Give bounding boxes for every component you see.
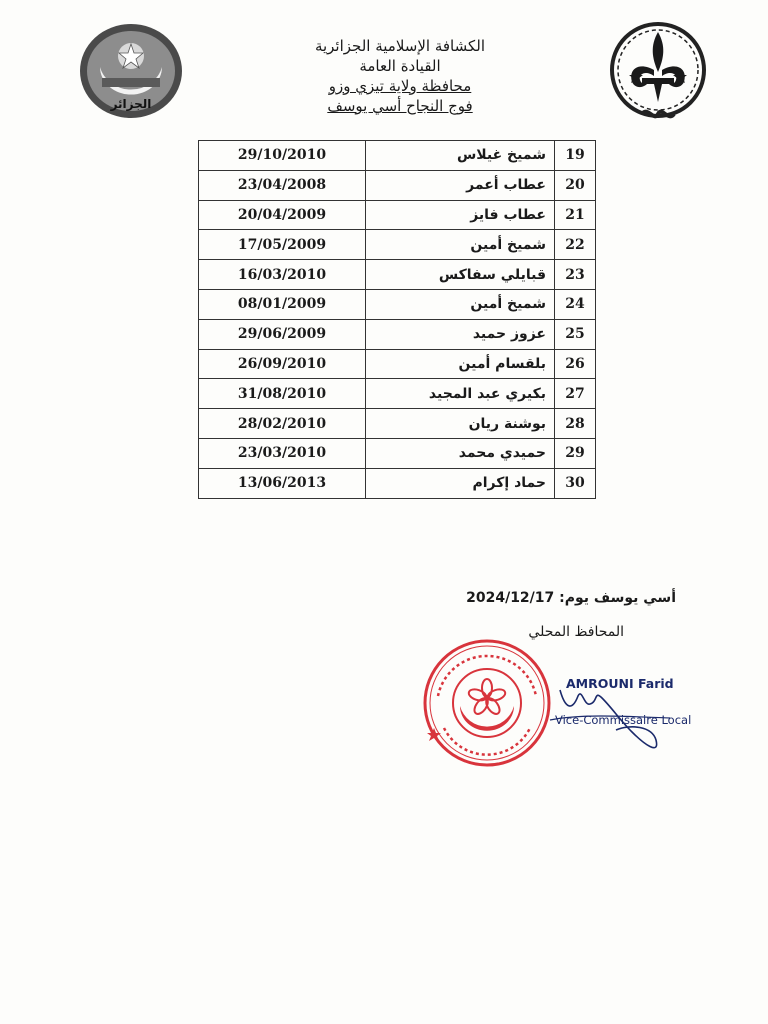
table-row — [199, 349, 596, 379]
table-row — [199, 200, 596, 230]
birth-date: 28/02/2010 — [199, 409, 366, 439]
birth-date: 20/04/2009 — [199, 200, 366, 230]
row-number: 26 — [555, 349, 596, 379]
row-number: 27 — [555, 379, 596, 409]
row-number: 22 — [555, 230, 596, 260]
row-number: 30 — [555, 468, 596, 498]
row-number: 19 — [555, 141, 596, 171]
row-number: 25 — [555, 319, 596, 349]
header-org-name: الكشافة الإسلامية الجزائرية — [314, 37, 486, 55]
table-row — [199, 289, 596, 319]
logo-caption: الجزائر — [110, 97, 152, 111]
row-number: 24 — [555, 289, 596, 319]
member-name: حميدي محمد — [366, 438, 555, 468]
roster-table — [198, 140, 596, 499]
member-name: حماد إكرام — [366, 468, 555, 498]
member-name: شميخ غيلاس — [366, 141, 555, 171]
birth-date: 23/03/2010 — [199, 438, 366, 468]
signer-name: AMROUNI Farid — [566, 676, 674, 691]
table-row — [199, 230, 596, 260]
birth-date: 29/06/2009 — [199, 319, 366, 349]
member-name: شميخ أمين — [366, 230, 555, 260]
table-row — [199, 141, 596, 171]
row-number: 21 — [555, 200, 596, 230]
table-row — [199, 409, 596, 439]
member-name: بكيري عبد المجيد — [366, 379, 555, 409]
birth-date: 29/10/2010 — [199, 141, 366, 171]
row-number: 23 — [555, 260, 596, 290]
document-header — [290, 36, 510, 116]
member-name: عطاب فايز — [366, 200, 555, 230]
birth-date: 13/06/2013 — [199, 468, 366, 498]
member-name: عطاب أعمر — [366, 170, 555, 200]
birth-date: 23/04/2008 — [199, 170, 366, 200]
document-date: 2024/12/17 — [466, 590, 555, 606]
fleur-de-lis-scout-emblem-icon — [602, 18, 714, 130]
table-row — [199, 170, 596, 200]
member-name: شميخ أمين — [366, 289, 555, 319]
birth-date: 17/05/2009 — [199, 230, 366, 260]
table-row — [199, 379, 596, 409]
birth-date: 31/08/2010 — [199, 379, 366, 409]
birth-date: 08/01/2009 — [199, 289, 366, 319]
header-command: القيادة العامة — [359, 57, 441, 75]
birth-date: 16/03/2010 — [199, 260, 366, 290]
member-name: بلقسام أمين — [366, 349, 555, 379]
handwritten-signature — [520, 660, 670, 760]
row-number: 28 — [555, 409, 596, 439]
crescent-star-emblem-icon — [78, 22, 184, 120]
member-name: بوشنة ريان — [366, 409, 555, 439]
place-date-line — [466, 590, 676, 606]
place-label: أسي يوسف يوم: — [559, 590, 676, 606]
signer-role: المحافظ المحلي — [528, 624, 624, 640]
header-province: محافظة ولاية تيزي وزو — [328, 77, 472, 95]
header-group: فوج النجاح أسي يوسف — [327, 97, 473, 115]
member-name: قبايلي سفاكس — [366, 260, 555, 290]
table-row — [199, 260, 596, 290]
table-row — [199, 319, 596, 349]
table-row — [199, 438, 596, 468]
signer-title: Vice-Commissaire Local — [555, 713, 692, 727]
row-number: 20 — [555, 170, 596, 200]
member-name: عزوز حميد — [366, 319, 555, 349]
birth-date: 26/09/2010 — [199, 349, 366, 379]
row-number: 29 — [555, 438, 596, 468]
table-row — [199, 468, 596, 498]
